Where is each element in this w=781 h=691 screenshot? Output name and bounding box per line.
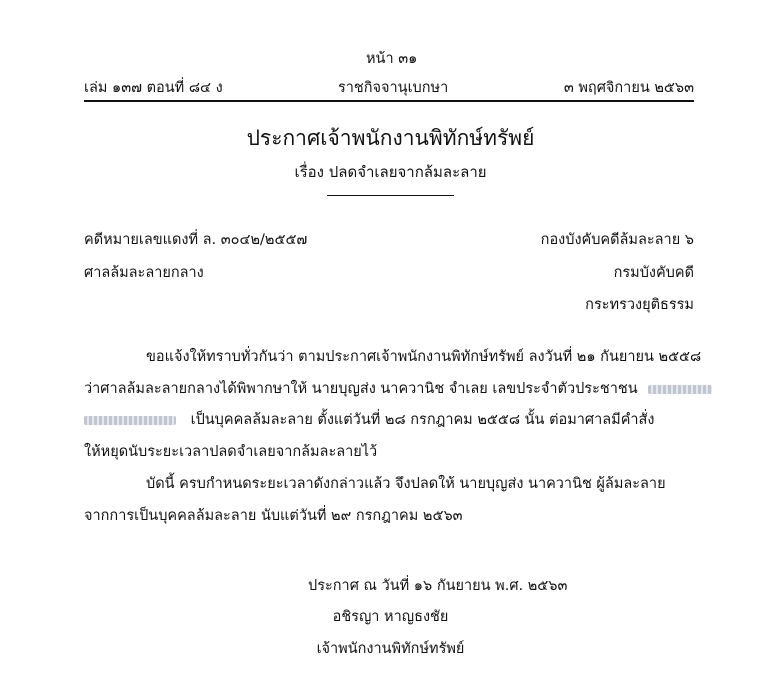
office-name: กองบังคับคดีล้มละลาย ๖ <box>540 232 694 248</box>
redacted-id-part-2 <box>84 416 176 425</box>
paragraph-2-line-1: บัดนี้ ครบกำหนดระยะเวลาดังกล่าวแล้ว จึงปลดให้ นายบุญส่ง นาควานิช ผู้ล้มละลาย <box>146 476 666 492</box>
ministry-name: กระทรวงยุติธรรม <box>585 297 694 313</box>
announcement-subject: เรื่อง ปลดจำเลยจากล้มละลาย <box>294 163 487 181</box>
paragraph-1-line-2-text: ว่าศาลล้มละลายกลางได้พิพากษาให้ นายบุญส่ง นาควานิช จำเลย เลขประจำตัวประชาชน <box>84 381 638 397</box>
gazette-name: ราชกิจจานุเบกษา <box>338 80 449 96</box>
announcement-date: ประกาศ ณ วันที่ ๑๖ กันยายน พ.ศ. ๒๕๖๓ <box>308 578 568 594</box>
paragraph-1-line-3 <box>84 408 694 431</box>
signatory-position: เจ้าพนักงานพิทักษ์ทรัพย์ <box>316 641 465 657</box>
case-number: คดีหมายเลขแดงที่ ล. ๓๐๔๒/๒๕๕๗ <box>84 232 308 248</box>
gazette-date: ๓ พฤศจิกายน ๒๕๖๓ <box>563 80 694 96</box>
paragraph-1-line-2 <box>84 377 694 400</box>
court-name: ศาลล้มละลายกลาง <box>84 265 204 281</box>
paragraph-1-line-3-text: เป็นบุคคลล้มละลาย ตั้งแต่วันที่ ๒๘ กรกฎาคม ๒๕๕๘ นั้น ต่อมาศาลมีคำสั่ง <box>190 412 655 428</box>
signatory-name: อชิรญา หาญธงชัย <box>332 609 449 625</box>
redacted-id-part-1 <box>648 385 712 394</box>
paragraph-1-line-4: ให้หยุดนับระยะเวลาปลดจำเลยจากล้มละลายไว้ <box>84 444 378 460</box>
department-name: กรมบังคับคดี <box>613 265 694 281</box>
gazette-volume: เล่ม ๑๓๗ ตอนที่ ๘๔ ง <box>84 80 223 96</box>
header-rule <box>84 100 694 102</box>
paragraph-1-line-1: ขอแจ้งให้ทราบทั่วกันว่า ตามประกาศเจ้าพนักงานพิทักษ์ทรัพย์ ลงวันที่ ๒๑ กันยายน ๒๕๕๘ <box>146 349 702 365</box>
announcement-title: ประกาศเจ้าพนักงานพิทักษ์ทรัพย์ <box>246 126 535 150</box>
title-underline <box>327 195 454 196</box>
paragraph-2-line-2: จากการเป็นบุคคลล้มละลาย นับแต่วันที่ ๒๙ กรกฎาคม ๒๕๖๓ <box>84 508 463 524</box>
page-number: หน้า ๓๑ <box>366 51 418 67</box>
